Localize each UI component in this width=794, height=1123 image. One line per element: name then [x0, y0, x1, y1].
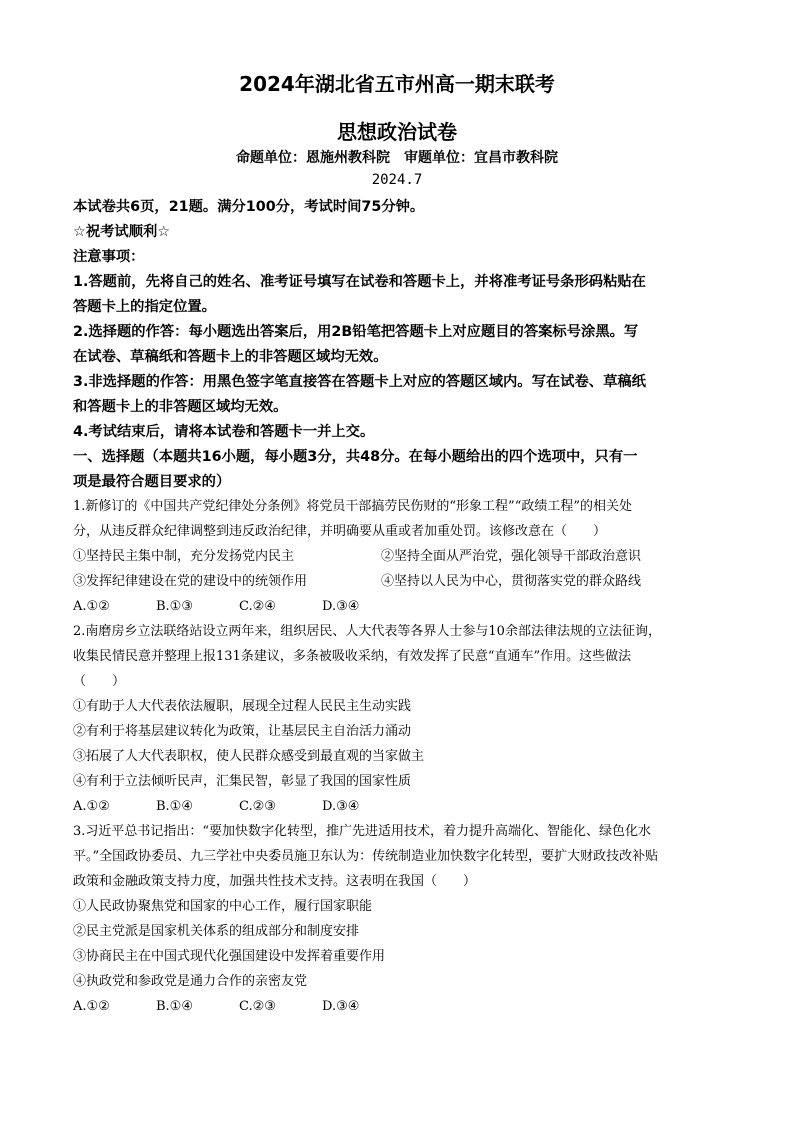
notice-item-3: 3.非选择题的作答：用黑色签字笔直接答在答题卡上对应的答题区域内。写在试卷、草稿纸	[73, 374, 646, 390]
question-1-statement-2: ②坚持全面从严治党，强化领导干部政治意识	[381, 549, 642, 564]
question-2-statement-1: ①有助于人大代表依法履职，展现全过程人民民主生动实践	[73, 699, 412, 714]
notice-heading: 注意事项：	[73, 249, 145, 265]
issuing-units: 命题单位：恩施州教科院 审题单位：宜昌市教科院	[236, 150, 558, 166]
question-1-statement-3: ③发挥纪律建设在党的建设中的统领作用	[73, 574, 308, 589]
question-3-choice-b: B.①④	[156, 999, 193, 1014]
question-2-stem-cont: 收集民情民意并整理上报131条建议，多条被吸收采纳，有效发挥了民意“直通车”作用。这些做法	[73, 649, 632, 664]
question-1-stem-cont: 分，从违反群众纪律调整到违反政治纪律，并明确要从重或者加重处罚。该修改意在（ ）	[73, 524, 607, 539]
exam-info: 本试卷共6页，21题。满分100分，考试时间75分钟。	[73, 199, 425, 215]
question-3-choice-a: A.①②	[73, 999, 110, 1014]
question-2-choice-b: B.①④	[156, 799, 193, 814]
question-1-choice-d: D.③④	[322, 599, 360, 614]
question-3-choice-c: C.②③	[239, 999, 276, 1014]
question-2-stem-paren: （ ）	[73, 674, 126, 689]
question-1-choice-b: B.①③	[156, 599, 193, 614]
question-3-stem-cont: 平。”全国政协委员、九三学社中央委员施卫东认为：传统制造业加快数字化转型，要扩大财政技改补贴	[73, 849, 659, 864]
notice-item-1: 1.答题前，先将自己的姓名、准考证号填写在试卷和答题卡上，并将准考证号条形码粘贴在	[73, 274, 646, 290]
question-2-choice-a: A.①②	[73, 799, 110, 814]
notice-item-3-cont: 和答题卡上的非答题区域均无效。	[73, 399, 288, 415]
question-3-statement-2: ②民主党派是国家机关体系的组成部分和制度安排	[73, 924, 360, 939]
exam-title: 2024年湖北省五市州高一期末联考	[239, 72, 555, 96]
question-2-stem: 2.南磨房乡立法联络站设立两年来，组织居民、人大代表等各界人士参与10余部法律法规的立法征询，	[73, 624, 661, 639]
good-luck-text: ☆祝考试顺利☆	[73, 224, 171, 240]
notice-item-2-cont: 在试卷、草稿纸和答题卡上的非答题区域均无效。	[73, 349, 388, 365]
question-3-statement-4: ④执政党和参政党是通力合作的亲密友党	[73, 974, 308, 989]
question-2-statement-3: ③拓展了人大代表职权，使人民群众感受到最直观的当家做主	[73, 749, 425, 764]
notice-item-2: 2.选择题的作答：每小题选出答案后，用2B铅笔把答题卡上对应题目的答案标号涂黑。写	[73, 324, 639, 340]
question-3-choice-d: D.③④	[322, 999, 360, 1014]
question-2-choice-c: C.②③	[239, 799, 276, 814]
question-2-statement-2: ②有利于将基层建议转化为政策，让基层民主自治活力涌动	[73, 724, 412, 739]
question-3-stem-cont-2: 政策和金融政策支持力度，加强共性技术支持。这表明在我国（ ）	[73, 874, 477, 889]
question-2-statement-4: ④有利于立法倾听民声，汇集民智，彰显了我国的国家性质	[73, 774, 412, 789]
exam-date: 2024.7	[371, 172, 423, 188]
section-heading: 一、选择题（本题共16小题，每小题3分，共48分。在每小题给出的四个选项中，只有一	[73, 449, 638, 465]
question-1-stem: 1.新修订的《中国共产党纪律处分条例》将党员干部搞劳民伤财的“形象工程”“政绩工程”的相关处	[73, 499, 632, 514]
section-heading-cont: 项是最符合题目要求的）	[73, 474, 231, 490]
notice-item-1-cont: 答题卡上的指定位置。	[73, 299, 216, 315]
question-2-choice-d: D.③④	[322, 799, 360, 814]
subject-title: 思想政治试卷	[337, 120, 457, 144]
question-3-stem: 3.习近平总书记指出：“要加快数字化转型，推广先进适用技术，着力提升高端化、智能化、绿色化水	[73, 824, 652, 839]
question-1-statement-1: ①坚持民主集中制，充分发扬党内民主	[73, 549, 295, 564]
question-3-statement-1: ①人民政协聚焦党和国家的中心工作，履行国家职能	[73, 899, 373, 914]
question-1-choice-a: A.①②	[73, 599, 110, 614]
notice-item-4: 4.考试结束后，请将本试卷和答题卡一并上交。	[73, 424, 375, 440]
question-3-statement-3: ③协商民主在中国式现代化强国建设中发挥着重要作用	[73, 949, 386, 964]
question-1-statement-4: ④坚持以人民为中心，贯彻落实党的群众路线	[381, 574, 642, 589]
question-1-choice-c: C.②④	[239, 599, 276, 614]
